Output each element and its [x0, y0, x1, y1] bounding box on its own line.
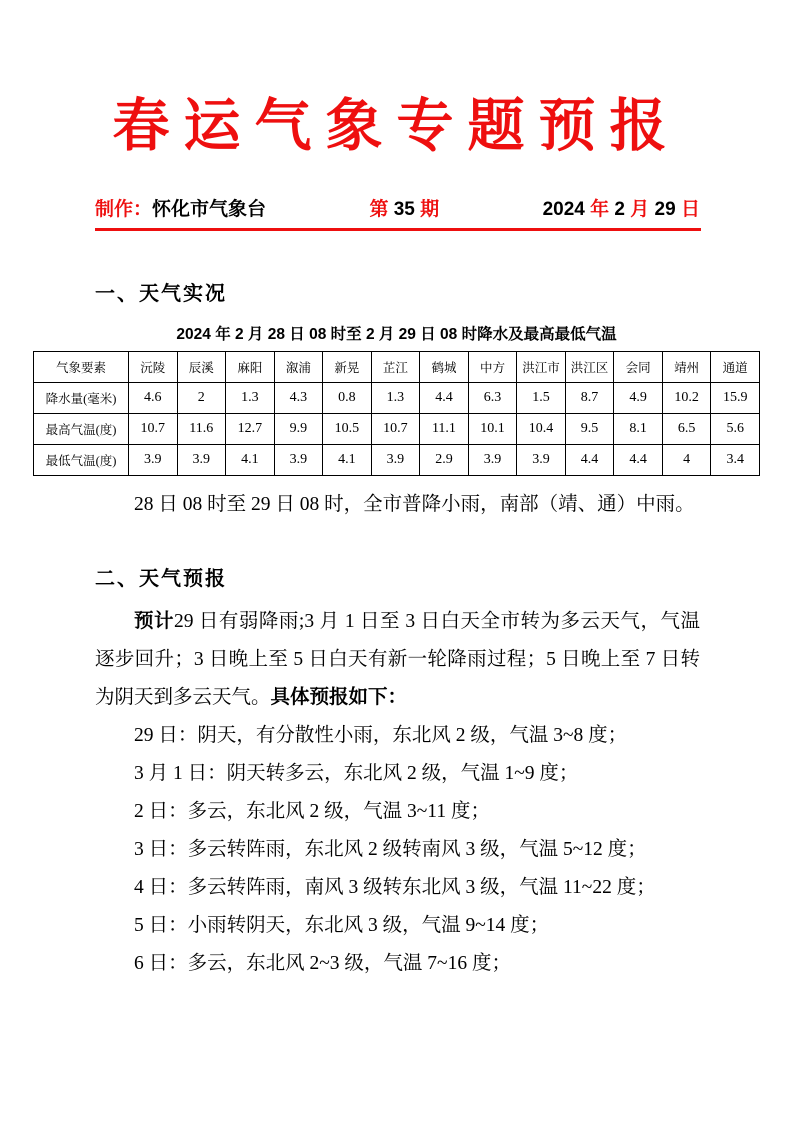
table-cell: 11.6 [177, 414, 226, 445]
issue-number: 第 35 期 [369, 199, 440, 220]
table-cell: 4.9 [614, 383, 663, 414]
table-cell: 6.3 [468, 383, 517, 414]
table-header-station: 洪江区 [565, 352, 614, 383]
producer-label: 制作： [95, 199, 153, 220]
daily-forecast-list [95, 717, 700, 983]
meta-row [95, 194, 700, 221]
forecast-intro-tail: 具体预报如下： [270, 687, 408, 708]
table-cell: 4.4 [565, 445, 614, 476]
daily-forecast-line: 2 日：多云，东北风 2 级，气温 3~11 度； [134, 801, 490, 822]
section1-heading: 一、天气实况 [95, 283, 227, 305]
table-row [34, 445, 760, 476]
table-cell: 9.5 [565, 414, 614, 445]
weather-table [33, 351, 760, 476]
table-cell: 12.7 [226, 414, 275, 445]
table-cell: 0.8 [323, 383, 372, 414]
document-title: 春运气象专题预报 [112, 92, 681, 159]
table-cell: 10.2 [662, 383, 711, 414]
table-cell: 3.9 [517, 445, 566, 476]
table-cell: 8.7 [565, 383, 614, 414]
table-header-station: 沅陵 [129, 352, 178, 383]
daily-forecast-line: 6 日：多云，东北风 2~3 级，气温 7~16 度； [134, 953, 511, 974]
table-cell: 10.5 [323, 414, 372, 445]
table-cell: 3.9 [468, 445, 517, 476]
table-cell: 2.9 [420, 445, 469, 476]
table-cell: 5.6 [711, 414, 760, 445]
table-header-station: 会同 [614, 352, 663, 383]
producer-value: 怀化市气象台 [152, 199, 267, 220]
table-cell: 6.5 [662, 414, 711, 445]
section2-heading: 二、天气预报 [95, 568, 227, 590]
table-cell: 11.1 [420, 414, 469, 445]
forecast-intro-lead: 预计 [134, 611, 175, 632]
table-row [34, 383, 760, 414]
table-cell: 1.5 [517, 383, 566, 414]
weather-summary-paragraph: 28 日 08 时至 29 日 08 时，全市普降小雨，南部（靖、通）中雨。 [134, 494, 695, 515]
table-cell: 10.4 [517, 414, 566, 445]
table-header-station: 洪江市 [517, 352, 566, 383]
table-cell: 1.3 [371, 383, 420, 414]
table-cell: 8.1 [614, 414, 663, 445]
table-cell: 4.6 [129, 383, 178, 414]
table-cell: 9.9 [274, 414, 323, 445]
table-cell: 10.1 [468, 414, 517, 445]
table-row-label: 降水量(毫米) [34, 383, 129, 414]
table-cell: 2 [177, 383, 226, 414]
table-cell: 3.9 [177, 445, 226, 476]
table-cell: 10.7 [129, 414, 178, 445]
daily-forecast-line: 3 日：多云转阵雨，东北风 2 级转南风 3 级，气温 5~12 度； [134, 839, 647, 860]
table-cell: 4.1 [323, 445, 372, 476]
table-cell: 4.4 [420, 383, 469, 414]
table-header-station: 芷江 [371, 352, 420, 383]
producer [95, 194, 266, 221]
table-cell: 4.3 [274, 383, 323, 414]
table-cell: 1.3 [226, 383, 275, 414]
table-header-station: 中方 [468, 352, 517, 383]
table-cell: 4 [662, 445, 711, 476]
table-cell: 3.4 [711, 445, 760, 476]
forecast-intro-paragraph [95, 603, 700, 717]
table-header-station: 鹤城 [420, 352, 469, 383]
header-rule [95, 228, 701, 231]
table-header-station: 新晃 [323, 352, 372, 383]
issue-date: 2024 年 2 月 29 日 [542, 199, 700, 220]
table-row-label: 最低气温(度) [34, 445, 129, 476]
table-header-station: 辰溪 [177, 352, 226, 383]
table-cell: 4.1 [226, 445, 275, 476]
table-title: 2024 年 2 月 28 日 08 时至 2 月 29 日 08 时降水及最高最低气温 [176, 326, 617, 343]
daily-forecast-line: 5 日：小雨转阴天，东北风 3 级，气温 9~14 度； [134, 915, 550, 936]
table-cell: 15.9 [711, 383, 760, 414]
table-row [34, 414, 760, 445]
daily-forecast-line: 3 月 1 日：阴天转多云，东北风 2 级，气温 1~9 度； [134, 763, 579, 784]
table-header-element: 气象要素 [34, 352, 129, 383]
table-cell: 3.9 [129, 445, 178, 476]
table-cell: 10.7 [371, 414, 420, 445]
table-header-station: 麻阳 [226, 352, 275, 383]
table-header-station: 靖州 [662, 352, 711, 383]
table-cell: 3.9 [274, 445, 323, 476]
table-header-station: 通道 [711, 352, 760, 383]
table-cell: 3.9 [371, 445, 420, 476]
forecast-intro-body: 29 日有弱降雨;3 月 1 日至 3 日白天全市转为多云天气，气温逐步回升；3 日晚上至 5 日白天有新一轮降雨过程；5 日晚上至 7 日转为阴天到多云天气。 [95, 611, 700, 708]
table-cell: 4.4 [614, 445, 663, 476]
table-header-row [34, 352, 760, 383]
daily-forecast-line: 29 日：阴天，有分散性小雨，东北风 2 级，气温 3~8 度； [134, 725, 628, 746]
daily-forecast-line: 4 日：多云转阵雨，南风 3 级转东北风 3 级，气温 11~22 度； [134, 877, 656, 898]
table-header-station: 溆浦 [274, 352, 323, 383]
table-row-label: 最高气温(度) [34, 414, 129, 445]
